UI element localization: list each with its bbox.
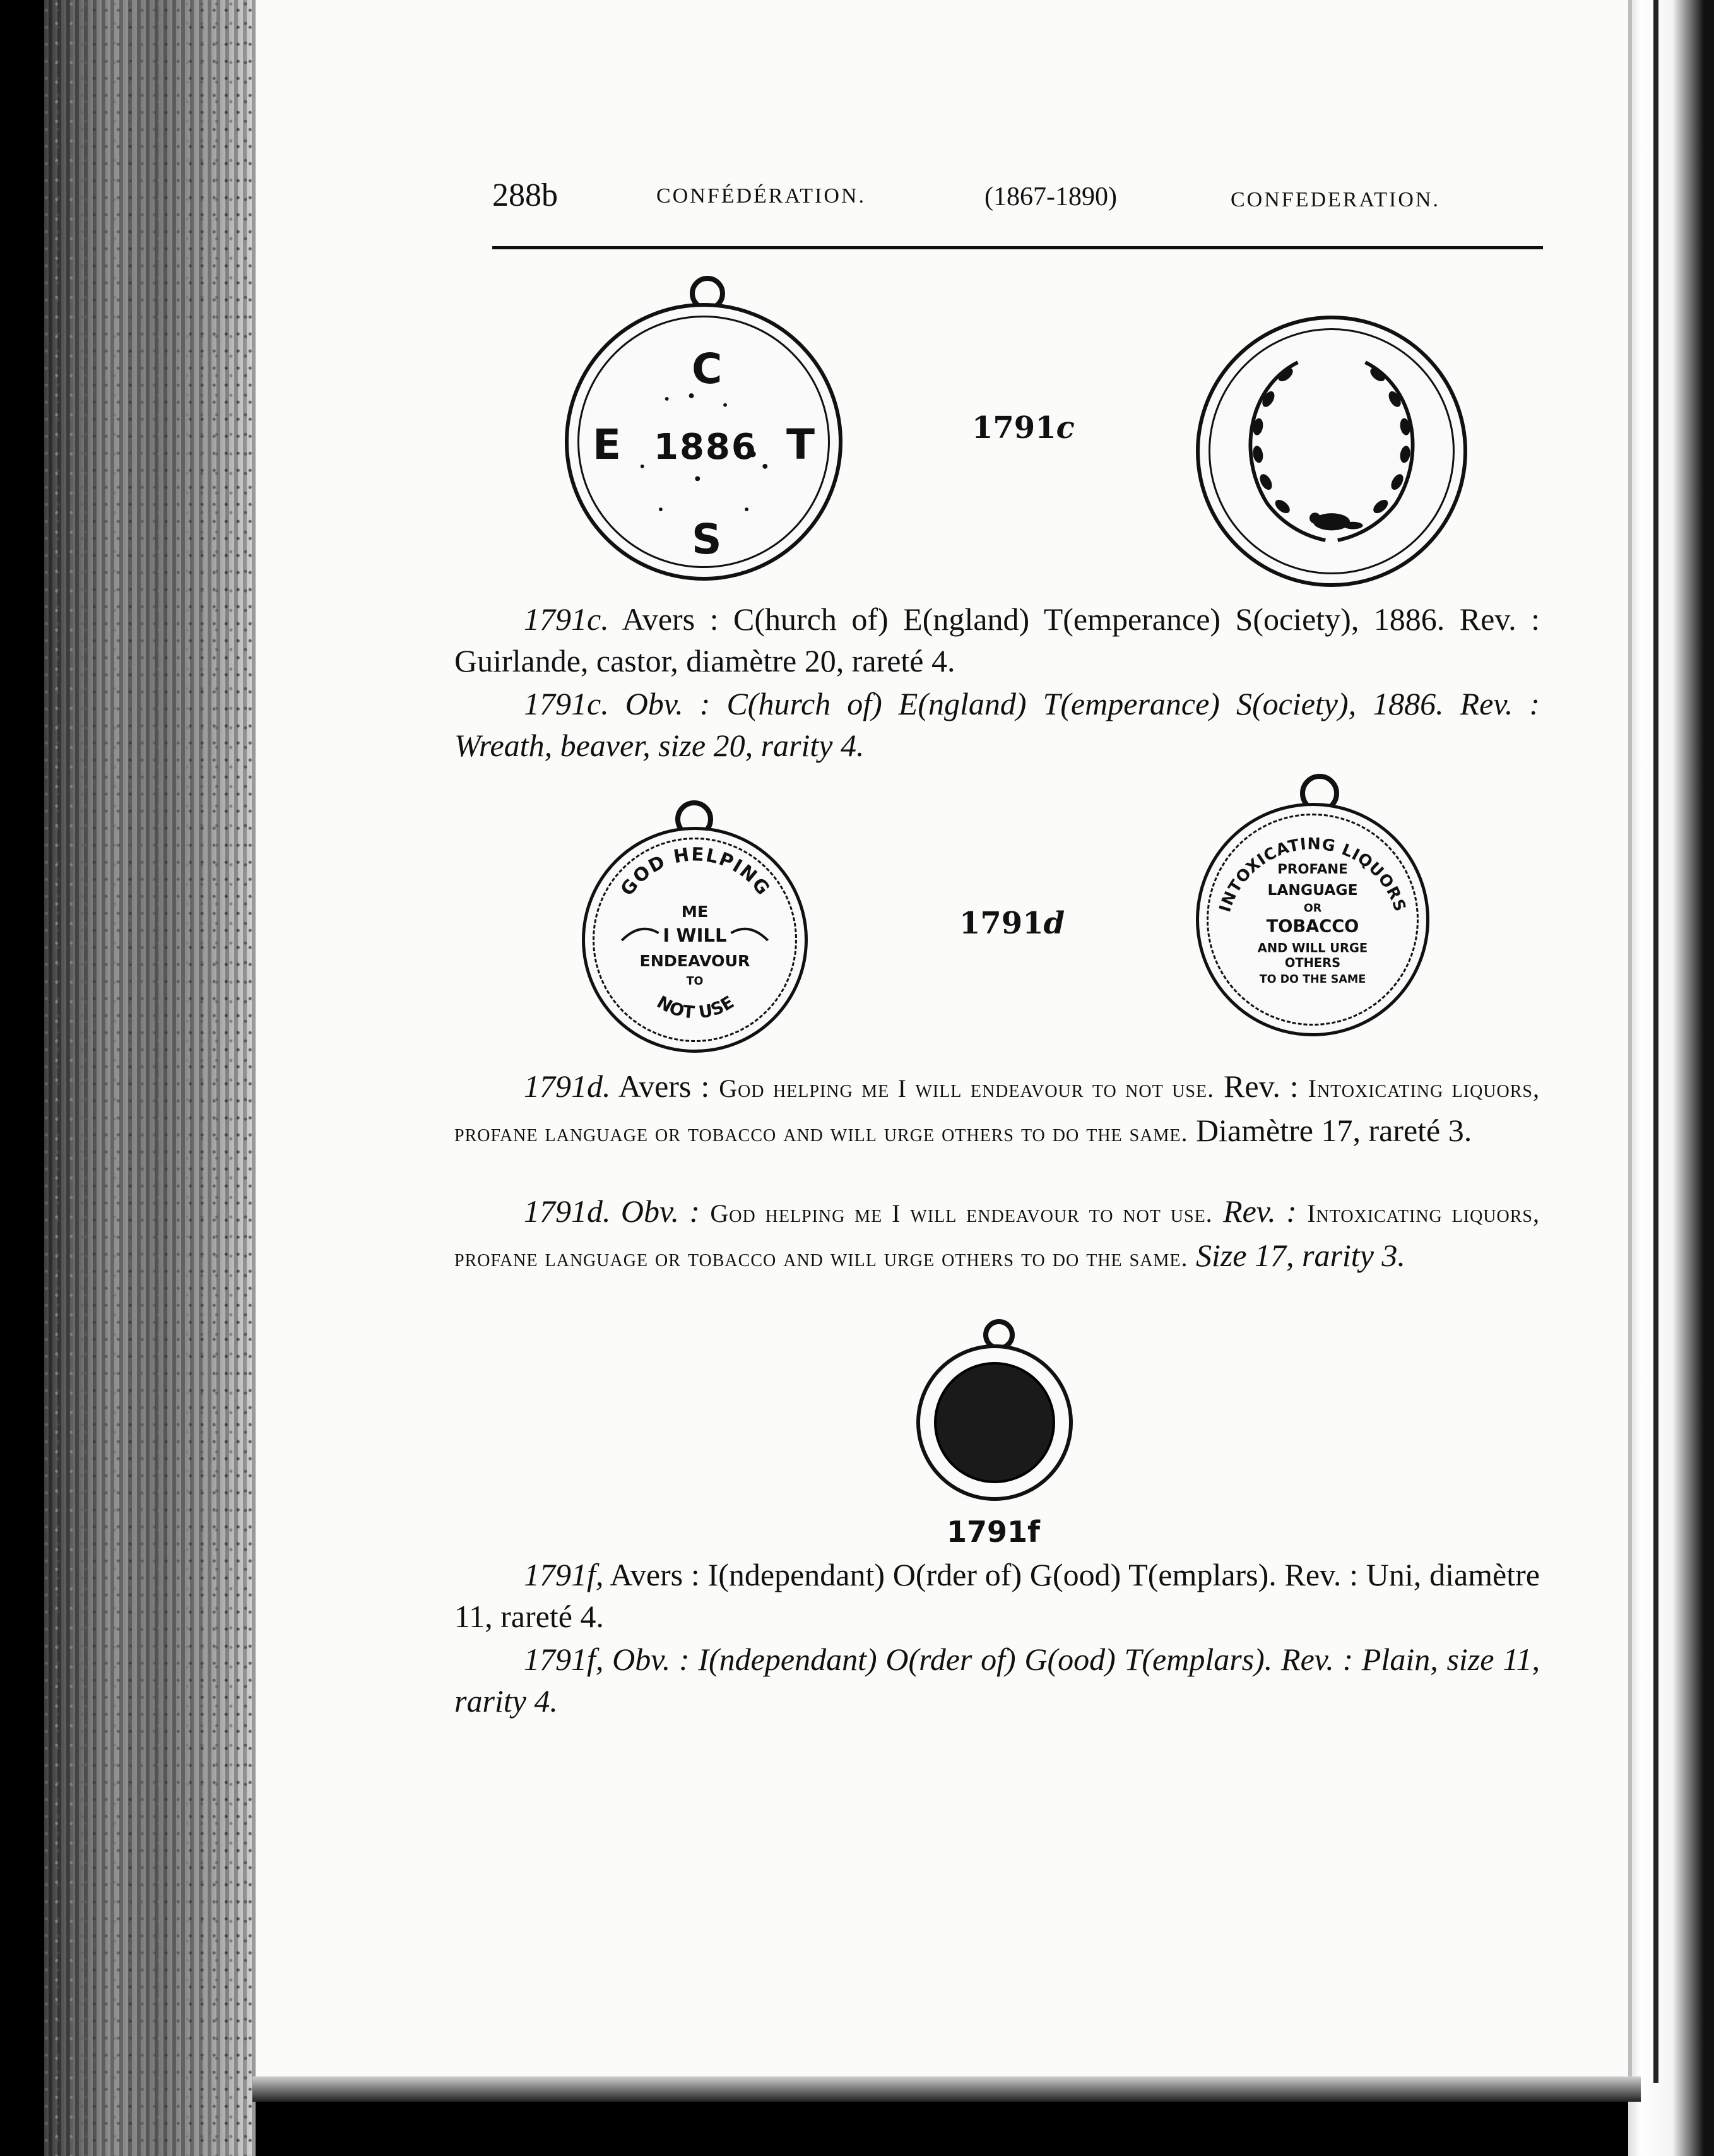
description-1791f-en xyxy=(454,1638,1540,1722)
reverse-line-5: AND WILL URGE xyxy=(1257,940,1368,956)
obverse-line-1: ME xyxy=(681,903,709,921)
description-1791d-en xyxy=(454,1190,1540,1279)
entry-tail: Size 17, rarity 3. xyxy=(1188,1238,1405,1273)
medal-1791d-reverse xyxy=(1196,803,1429,1036)
description-1791d-fr xyxy=(454,1065,1540,1154)
entry-lead: Avers : xyxy=(610,1069,719,1104)
obverse-year: 1886 xyxy=(654,427,757,468)
entry-number: 1791d. xyxy=(524,1069,611,1104)
reverse-line-6: OTHERS xyxy=(1284,955,1341,970)
reverse-line-7: TO DO THE SAME xyxy=(1259,973,1366,986)
reverse-legend: Intoxicating liquors, profane language or tobacco and will urge others to do the same. xyxy=(454,1074,1540,1147)
scan-border xyxy=(0,0,44,2156)
svg-text:NOT USE xyxy=(653,992,737,1022)
beaver-icon xyxy=(1309,512,1363,530)
entry-number: 1791f, xyxy=(524,1557,604,1592)
entry-number: 1791d. xyxy=(524,1194,611,1229)
medal-label-1791d: 1791d xyxy=(959,906,1065,941)
book-edge xyxy=(38,0,256,2156)
medal-1791c-reverse xyxy=(1196,316,1467,587)
svg-text:GOD HELPING xyxy=(616,843,774,899)
medal-1791d-reverse-art xyxy=(1199,806,1426,1033)
header-rule xyxy=(492,246,1543,249)
medal-1791f xyxy=(916,1344,1073,1501)
entry-lead: Obv. : xyxy=(610,1194,711,1229)
medal-1791d-obverse xyxy=(582,827,808,1053)
entry-tail: Diamètre 17, rareté 3. xyxy=(1188,1113,1472,1148)
reverse-arc: INTOXICATING LIQUORS xyxy=(1215,834,1410,915)
running-header xyxy=(492,177,1543,227)
header-period: (1867-1890) xyxy=(984,182,1117,211)
obverse-line-2: I WILL xyxy=(663,924,727,946)
header-title-en: CONFEDERATION. xyxy=(1231,188,1440,211)
entry-number: 1791f, xyxy=(524,1642,604,1677)
medal-1791d-obverse-art xyxy=(585,830,805,1050)
header-title-fr: CONFÉDÉRATION. xyxy=(656,184,866,208)
obverse-legend: God helping me I will endeavour to not use. xyxy=(710,1199,1213,1228)
obverse-letter-s: S xyxy=(692,515,722,564)
entry-number: 1791c. xyxy=(524,601,609,637)
description-1791c-fr xyxy=(454,598,1540,682)
page xyxy=(256,0,1632,2076)
medal-1791c-obverse xyxy=(565,303,842,581)
page-number: 288b xyxy=(492,177,558,213)
wreath-icon xyxy=(1200,319,1463,583)
obverse-line-4: TO xyxy=(686,974,704,988)
facing-page-edge xyxy=(1628,0,1714,2156)
obverse-letter-e: E xyxy=(593,420,622,469)
reverse-line-3: OR xyxy=(1303,902,1322,915)
page-bottom-edge xyxy=(252,2076,1641,2102)
reverse-line-2: LANGUAGE xyxy=(1267,881,1358,899)
obverse-arc-top: GOD HELPING xyxy=(616,843,775,900)
description-1791f-fr xyxy=(454,1554,1540,1637)
medal-label-1791c: 1791c xyxy=(972,410,1075,446)
obverse-arc-bottom: NOT USE xyxy=(653,992,738,1023)
description-1791c-en xyxy=(454,683,1540,766)
obverse-letter-t: T xyxy=(786,420,815,469)
entry-text: Obv. : I(ndependant) O(rder of) G(ood) T(emplars). Rev. : Plain, size 11, rarity 4. xyxy=(454,1642,1540,1719)
medal-label-1791f: 1791f xyxy=(947,1515,1041,1549)
entry-text: Avers : C(hurch of) E(ngland) T(emperance) S(ociety), 1886. Rev. : Guirlande, castor, diamètre 20, rareté 4. xyxy=(454,601,1540,678)
entry-mid: Rev. : xyxy=(1212,1194,1308,1229)
entry-text: Obv. : C(hurch of) E(ngland) T(emperance) S(ociety), 1886. Rev. : Wreath, beaver, size 20, rarity 4. xyxy=(454,686,1540,763)
entry-text: Avers : I(ndependant) O(rder of) G(ood) T(emplars). Rev. : Uni, diamètre 11, rareté 4. xyxy=(454,1557,1540,1634)
medal-1791f-enamel xyxy=(934,1362,1055,1483)
reverse-line-4: TOBACCO xyxy=(1266,916,1359,937)
obverse-line-3: ENDEAVOUR xyxy=(639,951,750,970)
reverse-line-1: PROFANE xyxy=(1277,862,1348,878)
entry-mid: Rev. : xyxy=(1214,1069,1308,1104)
entry-number: 1791c. xyxy=(524,686,609,721)
obverse-legend: God helping me I will endeavour to not use. xyxy=(719,1074,1215,1103)
obverse-letter-c: C xyxy=(692,345,723,393)
reverse-legend: Intoxicating liquors, profane language or tobacco and will urge others to do the same. xyxy=(454,1199,1540,1272)
